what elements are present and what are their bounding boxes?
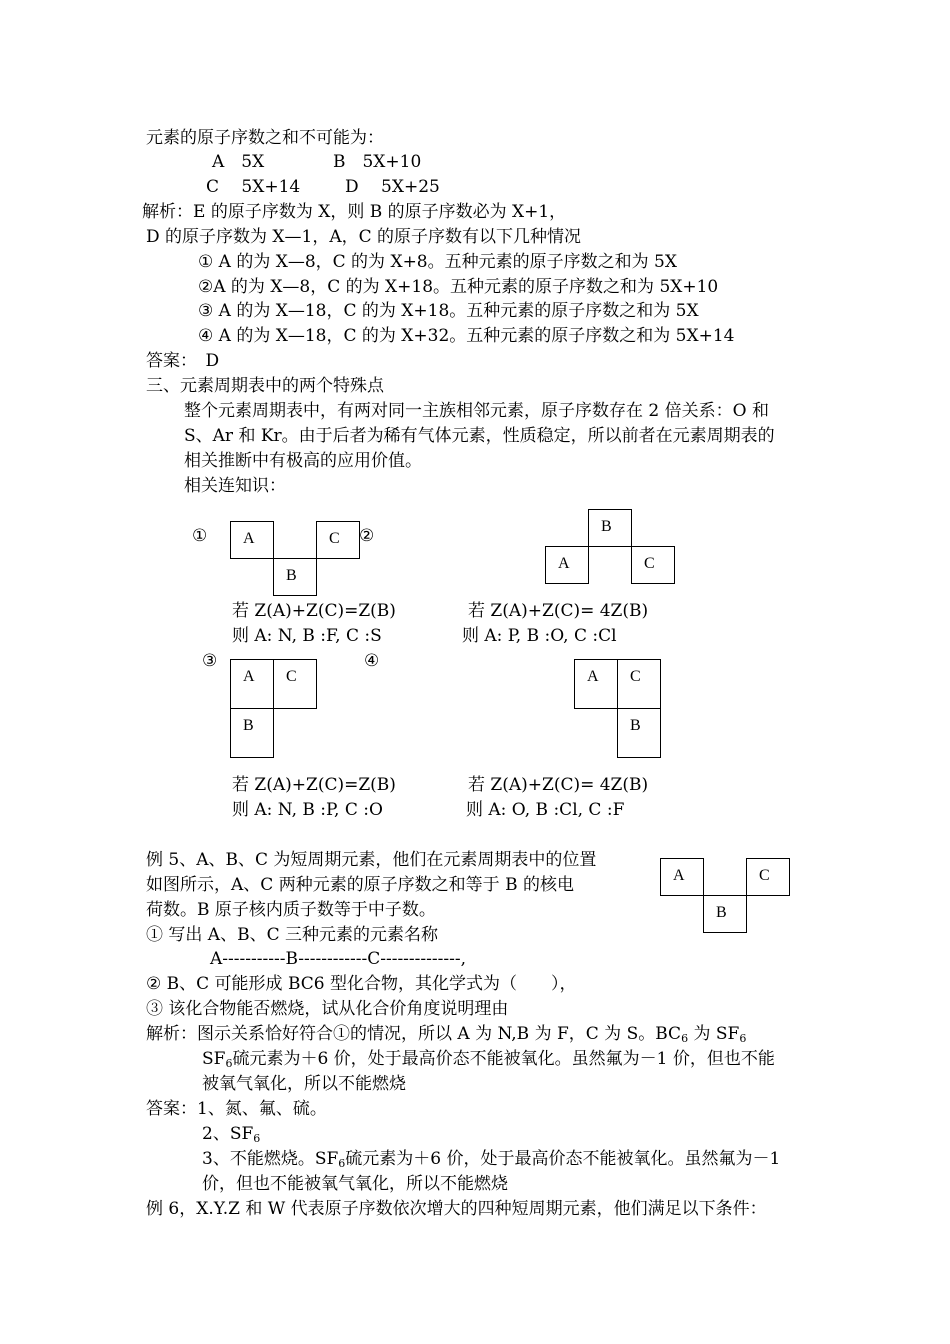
diagram-2-marker: ② [359, 526, 375, 546]
analysis-case-1: ① A 的为 X—8，C 的为 X+8。五种元素的原子序数之和为 5X [198, 252, 677, 272]
analysis-5-line-1: 解析：图示关系恰好符合①的情况，所以 A 为 N,B 为 F，C 为 S。$BC_6$ 为 $SF_6$ [146, 1024, 747, 1045]
section-paragraph-4: 相关连知识： [184, 476, 286, 496]
diagram-4-box-a: A [574, 659, 618, 709]
diagram-3-box-c: C [273, 659, 317, 709]
diagram-3-condition: 若 Z(A)+Z(C)=Z(B) [232, 775, 396, 795]
diagram-3-marker: ③ [202, 651, 218, 671]
answer-5-line-2: 2、$SF_6$ [202, 1124, 261, 1145]
diagram-4-marker: ④ [364, 651, 380, 671]
analysis-case-2: ②A 的为 X—8，C 的为 X+18。五种元素的原子序数之和为 5X+10 [198, 277, 719, 297]
section-heading: 三、元素周期表中的两个特殊点 [146, 376, 384, 396]
diagram-1-result: 则 A: N, B :F, C :S [232, 626, 382, 646]
diagram-1-box-b: B [273, 558, 317, 596]
option-d: D 5X+25 [345, 177, 440, 197]
example-5-box-b: B [703, 895, 747, 933]
option-a: A 5X [212, 152, 265, 172]
diagram-3-box-b: B [230, 708, 274, 758]
diagram-2-box-b: B [588, 509, 632, 547]
diagram-4-condition: 若 Z(A)+Z(C)= 4Z(B) [468, 775, 649, 795]
example-5-line-2: 如图所示，A、C 两种元素的原子序数之和等于 B 的核电 [146, 875, 574, 895]
example-5-box-a: A [660, 858, 704, 896]
diagram-2-result: 则 A: P, B :O, C :Cl [462, 626, 617, 646]
example-5-question-2: ② B、C 可能形成 BC6 型化合物，其化学式为（ ）， [146, 974, 577, 994]
example-5-line-3: 荷数。B 原子核内质子数等于中子数。 [146, 900, 436, 920]
example-5-blank: A-----------B------------C--------------, [210, 949, 467, 969]
option-b: B 5X+10 [333, 152, 422, 172]
answer-5-line-1: 答案：1、氮、氟、硫。 [146, 1099, 327, 1119]
diagram-1-box-a: A [230, 521, 274, 559]
diagram-3-box-a: A [230, 659, 274, 709]
diagram-2-box-c: C [631, 546, 675, 584]
example-5-question-1: ① 写出 A、B、C 三种元素的元素名称 [146, 925, 438, 945]
example-5-box-c: C [746, 858, 790, 896]
example-5-line-1: 例 5、A、B、C 为短周期元素，他们在元素周期表中的位置 [146, 850, 597, 870]
diagram-4-result: 则 A: O, B :Cl, C :F [466, 800, 625, 820]
diagram-4-box-c: C [617, 659, 661, 709]
answer-5-line-3: 3、不能燃烧。$SF_6$硫元素为＋6 价，处于最高价态不能被氧化。虽然氟为－1 [202, 1149, 781, 1170]
analysis-line-2: D 的原子序数为 X—1，A，C 的原子序数有以下几种情况 [146, 227, 582, 247]
answer-5-line-4: 价，但也不能被氧气氧化，所以不能燃烧 [202, 1174, 508, 1194]
example-6-line: 例 6，X.Y.Z 和 W 代表原子序数依次增大的四种短周期元素，他们满足以下条件： [146, 1199, 767, 1219]
section-paragraph-3: 相关推断中有极高的应用价值。 [184, 451, 422, 471]
analysis-line-1: 解析：E 的原子序数为 X，则 B 的原子序数必为 X+1， [142, 202, 567, 222]
diagram-1-box-c: C [316, 521, 360, 559]
diagram-1-condition: 若 Z(A)+Z(C)=Z(B) [232, 601, 396, 621]
example-5-question-3: ③ 该化合物能否燃烧，试从化合价角度说明理由 [146, 999, 509, 1019]
analysis-case-4: ④ A 的为 X—18，C 的为 X+32。五种元素的原子序数之和为 5X+14 [198, 326, 735, 346]
analysis-5-line-2: $SF_6$硫元素为＋6 价，处于最高价态不能被氧化。虽然氟为－1 价，但也不能 [202, 1049, 775, 1070]
answer-1: 答案： D [146, 351, 220, 371]
analysis-5-line-3: 被氧气氧化，所以不能燃烧 [202, 1074, 406, 1094]
diagram-2-condition: 若 Z(A)+Z(C)= 4Z(B) [468, 601, 649, 621]
diagram-2-box-a: A [545, 546, 589, 584]
analysis-case-3: ③ A 的为 X—18，C 的为 X+18。五种元素的原子序数之和为 5X [198, 301, 699, 321]
section-paragraph-1: 整个元素周期表中，有两对同一主族相邻元素，原子序数存在 2 倍关系：O 和 [184, 401, 769, 421]
diagram-1-marker: ① [192, 526, 208, 546]
diagram-3-result: 则 A: N, B :P, C :O [232, 800, 383, 820]
question-intro: 元素的原子序数之和不可能为： [146, 128, 384, 148]
section-paragraph-2: S、Ar 和 Kr。由于后者为稀有气体元素，性质稳定，所以前者在元素周期表的 [184, 426, 775, 446]
option-c: C 5X+14 [206, 177, 301, 197]
diagram-4-box-b: B [617, 708, 661, 758]
